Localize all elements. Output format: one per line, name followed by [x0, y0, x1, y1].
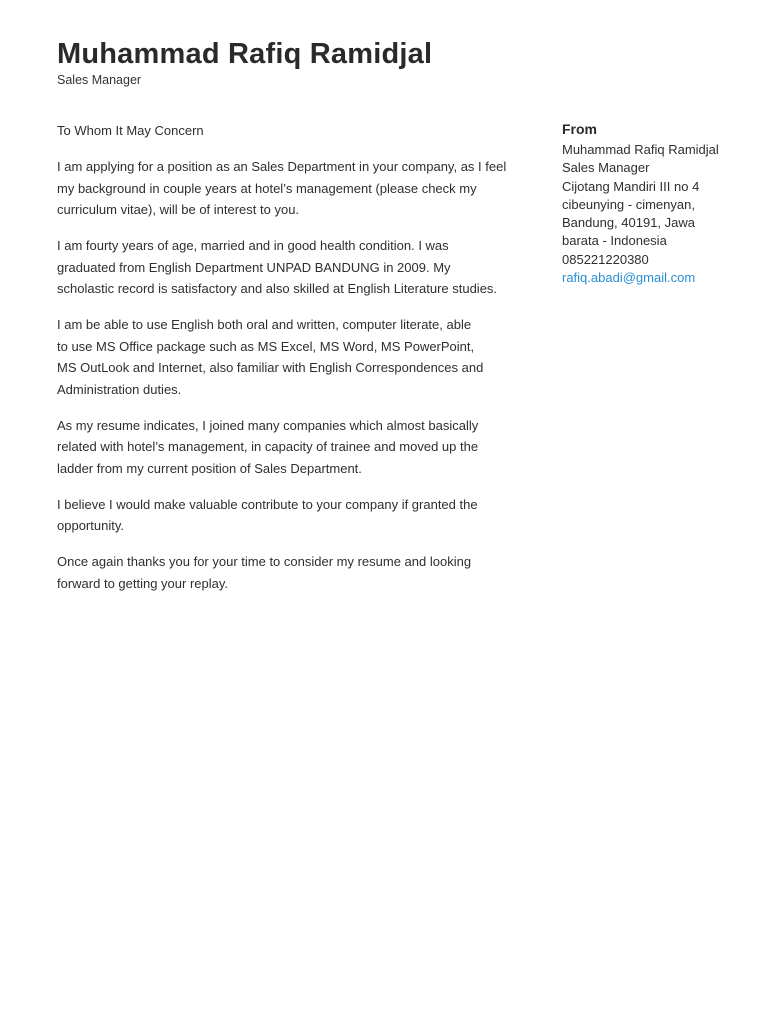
letter-paragraph: I am fourty years of age, married and in good health condition. I was graduated from English Department UNPAD BANDUNG in 2009. My scholastic record is satisfactory and also skilled at English Literature studies. [57, 238, 498, 296]
sender-name: Muhammad Rafiq Ramidjal [562, 142, 719, 157]
sender-details [562, 119, 722, 287]
author-name: Muhammad Rafiq Ramidjal [57, 38, 433, 70]
sender-address: Cijotang Mandiri III no 4 cibeunying - cimenyan, Bandung, 40191, Jawa barata - Indonesia [562, 178, 700, 249]
letter-paragraph: Once again thanks you for your time to consider my resume and looking forward to getting your replay. [57, 554, 472, 591]
letter-paragraph: I believe I would make valuable contribute to your company if granted the opportunity. [57, 496, 478, 533]
sender-phone: 085221220380 [562, 251, 649, 267]
letter-body [57, 120, 507, 609]
sender-email-link[interactable]: rafiq.abadi@gmail.com [562, 270, 696, 286]
letter-paragraph: As my resume indicates, I joined many companies which almost basically related with hotel’s management, in capacity of trainee and moved up the ladder from my current position of Sales Department. [57, 417, 479, 476]
letter-header [57, 36, 717, 88]
letter-paragraph: I am applying for a position as an Sales Department in your company, as I feel my background in couple years at hotel’s management (please check my curriculum vitae), will be of interest to you. [57, 159, 507, 217]
sender-position: Sales Manager [562, 160, 650, 176]
author-title: Sales Manager [57, 73, 142, 87]
salutation: To Whom It May Concern [57, 123, 204, 138]
letter-paragraph: I am be able to use English both oral and written, computer literate, able to use MS Office package such as MS Excel, MS Word, MS PowerPoint, MS OutLook and Internet, also familiar with English Correspondences and Administration duties. [57, 317, 484, 397]
from-heading: From [562, 121, 597, 137]
